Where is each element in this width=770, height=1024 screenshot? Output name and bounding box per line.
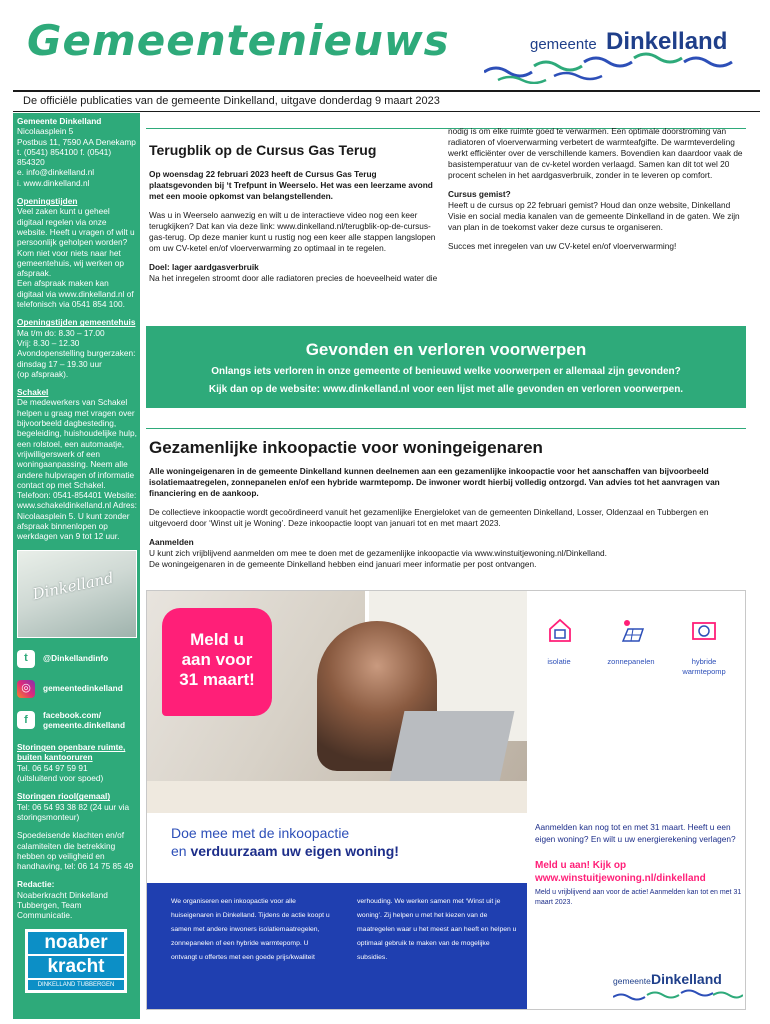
ad-cta-signup-url[interactable]: www.winstuitjewoning.nl/dinkelland [535,873,706,884]
advertisement [146,590,746,1010]
facebook-handle-1: facebook.com/ [43,709,102,720]
article-paragraph: De woningeigenaren in de gemeente Dinkelland hebben eind januari meer informatie per post ontvangen. [149,559,537,569]
facebook-icon: f [17,711,35,729]
photo-desk [147,781,527,813]
banner-title: Gevonden en verloren voorwerpen [305,340,587,359]
sewer-title: Storingen riool(gemaal) [17,791,111,802]
article-paragraph: De collectieve inkoopactie wordt gecoördineerd vanuit het gezamenlijke Energieloket van de gemeenten Dinkelland, Losser, Oldenzaal en Tubbergen en uitgevoerd door ‘Winst uit je Woning’. Deze inkoopactie loopt van januari tot en met maart 2023. [149,507,709,528]
article-gas-course [146,126,746,283]
article-paragraph: Was u in Weerselo aanwezig en wilt u de interactieve video nog een keer terugkijken? Dat kan via deze link: www.dinkelland.nl/terugblik-op-de-cursus-gas-terug. Op deze manier kunt u rustig nog een keer alle stappen langslopen om uw CV-ketel en/of vloerverwarming zo optimaal in te regelen. [149,210,436,253]
noaberkracht-logo [25,929,127,993]
hours-block [17,196,137,309]
contact-title: Gemeente Dinkelland [17,116,102,126]
banner-line-2[interactable]: Kijk dan op de website: www.dinkelland.nl voor een lijst met alle gevonden en verloren voorwerpen. [208,384,684,395]
article-paragraph: U kunt zich vrijblijvend aanmelden om mee te doen met de gezamenlijke inkoopactie via www.winstuitjewoning.nl/Dinkelland. [149,548,607,558]
waves-icon [484,28,746,84]
schakel-text: De medewerkers van Schakel helpen u graag met vragen over bijvoorbeeld dagbesteding, begeleiding, huishoudelijke hulp, een rolstoel, een automaatje, vrijwilligerswerk of een woningaanpassing. Neem alle andere hulpvragen of informatie contact op met Schakel. Telefoon: 0541-854401 Website: www.schakeldinkelland.nl Adres: Nicolaasplein 5. U kunt zonder afspraak binnenlopen op werkdagen van 9 tot 12 uur. [17,397,137,542]
ad-headline-bold: verduurzaam uw eigen woning! [190,843,399,859]
ad-cta-signup-1: Meld u aan! Kijk op [535,860,627,871]
twitter-link[interactable] [17,650,137,668]
town-hall-line: Vrij: 8.30 – 12.30 [17,337,80,348]
article-column-2 [448,126,744,252]
instagram-link[interactable] [17,680,137,698]
contact-website[interactable]: i. www.dinkelland.nl [17,177,90,188]
ad-cta-small: Meld u vrijblijvend aan voor de actie! Aanmelden kan tot en met 31 maart 2023. [535,889,742,906]
speech-bubble [162,608,272,716]
solar-panel-icon [619,617,645,643]
hours-text: Veel zaken kunt u geheel digitaal regelen via onze website. Heeft u vragen of wilt u persoonlijk geholpen worden? Kom niet voor niets naar het gemeentehuis, wij werken op afspraak. [17,206,135,279]
noaber-logo-top: noaber [28,932,124,954]
house-icon [547,617,573,643]
instagram-handle: gemeentedinkelland [43,683,123,694]
ad-call-to-action [535,821,745,908]
article-subheading: Aanmelden [149,537,194,547]
town-hall-line: dinsdag 17 – 19.30 uur [17,358,102,369]
banner-line-1: Onlangs iets verloren in onze gemeente of benieuwd welke voorwerpen er allemaal zijn gevonden? [211,366,681,377]
icon-label: zonnepanelen [607,657,655,666]
ad-waves-icon [613,971,743,1003]
bubble-line: aan voor [181,650,253,669]
measures-icons [539,617,739,687]
outages-title-1: Storingen openbare ruimte, [17,742,126,753]
edition-subtitle: De officiële publicaties van de gemeente Dinkelland, uitgave donderdag 9 maart 2023 [23,95,440,107]
outages-block [17,742,137,783]
outages-title-2: buiten kantooruren [17,752,93,763]
ad-photo [147,591,527,813]
article-paragraph: Heeft u de cursus op 22 februari gemist? Houd dan onze website, Dinkelland Visie en social media kanalen van de gemeente Dinkelland in de gaten. We zijn van plan in de toekomst vaker deze cursus te organiseren. [448,200,740,232]
instagram-icon: ◎ [17,680,35,698]
contact-line: Postbus 11, 7590 AA Denekamp [17,136,136,147]
town-hall-line: (op afspraak). [17,368,69,379]
photo-sign-text: Dinkelland [30,568,116,603]
article-subheading: Doel: lager aardgasverbruik [149,262,259,272]
facebook-link[interactable] [17,710,137,731]
ad-info-column-1: We organiseren een inkoopactie voor alle huiseigenaren in Dinkelland. Tijdens de actie koopt u samen met andere inwoners isolatiemaatregelen, zonnepanelen of een hybride warmtepomp. U ontvangt u offertes met een goede prijs/kwaliteit [171,898,330,961]
ad-headline [147,813,527,883]
town-hall-title: Openingstijden gemeentehuis [17,317,136,328]
noaber-logo-mid: kracht [28,956,124,978]
outages-line: Tel. 06 54 97 59 91 [17,762,88,773]
enforcement-block [17,830,137,871]
logo-name: Dinkelland [606,28,728,55]
sidebar [13,113,140,1019]
ad-info-column-2: verhouding. We werken samen met ‘Winst uit je woning’. Zij helpen u met het kiezen van de maatregelen waar u het meest aan heeft en helpen u optimaal gebruik te maken van de mogelijke subsidies. [357,898,517,961]
hours-text-2: Een afspraak maken kan digitaal via www.dinkelland.nl of telefonisch via 0541 854 100. [17,278,134,310]
article-lead: Op woensdag 22 februari 2023 heeft de Cursus Gas Terug plaatsgevonden bij ‘t Trefpunt in Weerselo. Het was een leerzame avond met een mooie opkomst van belangstellenden. [149,169,433,201]
facebook-handle [43,710,125,731]
article-paragraph: Succes met inregelen van uw CV-ketel en/of vloerverwarming! [448,241,677,251]
ad-headline-line-1: Doe mee met de inkoopactie [171,825,350,841]
article-body [146,458,746,570]
town-hall-block [17,317,137,379]
article-column-1 [149,169,441,284]
editorial-text: Noaberkracht Dinkelland Tubbergen, Team Communicatie. [17,889,108,921]
ad-cta-text: Aanmelden kan nog tot en met 31 maart. Heeft u een eigen woning? En wilt u uw energierekening verlagen? [535,822,736,844]
outages-line: (uitsluitend voor spoed) [17,773,104,784]
contact-email[interactable]: e. info@dinkelland.nl [17,167,95,178]
ad-municipality-logo [613,971,743,1003]
masthead-title: Gemeentenieuws [27,16,450,65]
noaber-logo-bot: DINKELLAND TUBBERGEN [28,980,124,990]
twitter-handle: @Dinkellandinfo [43,653,109,664]
lost-found-banner [146,326,746,408]
logo-word: gemeente [530,36,597,53]
article-joint-purchase [146,428,746,570]
facebook-handle-2: gemeente.dinkelland [43,719,126,730]
town-hall-photo [17,550,137,638]
contact-block [17,116,137,188]
editorial-block [17,879,137,920]
editorial-title: Redactie: [17,879,55,890]
subtitle-bar [13,90,760,112]
contact-line: Nicolaasplein 5 [17,126,74,137]
icon-label: isolatie [547,657,571,666]
ad-info-panel [147,883,527,1010]
article-subheading: Cursus gemist? [448,189,511,199]
heat-pump-icon [691,617,717,643]
bubble-line: Meld u [190,630,244,649]
photo-laptop [390,711,515,781]
article-title: Gezamenlijke inkoopactie voor woningeigenaren [146,428,746,458]
article-lead: Alle woningeigenaren in de gemeente Dinkelland kunnen deelnemen aan een gezamenlijke inkoopactie voor het aanschaffen van bijvoorbeeld isolatiemaatregelen, zonnepanelen en/of een hybride warmtepomp. De inwoner wordt hierbij volledig ontzorgd. Van advies tot het aanvragen van financiering en de aankoop. [149,466,720,498]
schakel-title: Schakel [17,387,49,398]
bubble-line: 31 maart! [179,670,255,689]
town-hall-line: Avondopenstelling burgerzaken: [17,348,136,359]
municipality-logo[interactable] [484,28,746,84]
schakel-block [17,387,137,541]
sewer-text: Tel: 06 54 93 38 82 (24 uur via storingsmonteur) [17,801,130,822]
icon-label: hybride warmtepomp [682,657,726,676]
article-paragraph: Na het inregelen stroomt door alle radiatoren precies de hoeveelheid water die [149,273,438,283]
header [0,0,770,88]
article-title: Terugblik op de Cursus Gas Terug [149,142,377,158]
ad-cta-signup[interactable] [535,859,745,885]
enforcement-text: Spoedeisende klachten en/of calamiteiten die betrekking hebben op veiligheid en handhaving, tel: 06 14 75 85 49 [17,830,134,872]
hours-title: Openingstijden [17,196,78,207]
ad-headline-line-2 [171,843,527,859]
town-hall-line: Ma t/m do: 8.30 – 17.00 [17,327,105,338]
sewer-block [17,791,137,822]
article-paragraph: nodig is om elke ruimte goed te verwarmen. Een optimale doorstroming van radiatoren of vloerverwarming verbetert de warmteafgifte. De warmteverdeling werkt efficiënter over de verschillende kamers. Bovendien kan daardoor vaak de basistemperatuur van de cv-ketel worden verlaagd. Samen kan dit tot wel 20 procent schelen in het aardgasverbruik, zonder in te leveren op comfort. [448,126,743,180]
ad-logo-name: Dinkelland [651,971,722,987]
ad-headline-pre: en [171,843,191,859]
contact-line: t. (0541) 854100 f. (0541) 854320 [17,146,112,168]
ad-logo-word: gemeente [613,976,651,986]
twitter-icon: t [17,650,35,668]
